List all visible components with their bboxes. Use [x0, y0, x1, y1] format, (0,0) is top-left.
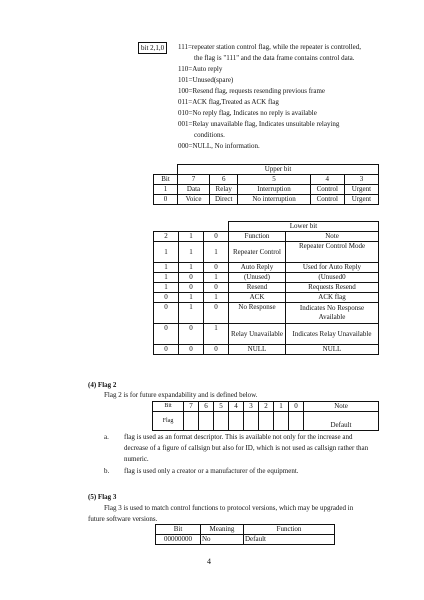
- table-cell: Voice: [178, 195, 210, 205]
- table-cell: Note: [304, 402, 379, 412]
- desc-line: the flag is "111" and the data frame contains control data.: [194, 54, 355, 62]
- table-cell: Default: [244, 535, 335, 545]
- text-line: decrease of a figure of callsign but also for ID, which is not used as callsign rather than: [124, 444, 369, 452]
- table-cell: Repeater Control: [229, 242, 286, 263]
- table-row: [154, 263, 379, 273]
- flag2-b-marker: b.: [104, 467, 110, 475]
- table-cell: 1: [179, 232, 204, 242]
- table-row: [156, 535, 335, 545]
- table-cell: 7: [178, 175, 210, 185]
- table-cell: No Response: [229, 303, 286, 324]
- flag2-a-marker: a.: [104, 433, 109, 441]
- lower-bit-table: [153, 221, 379, 355]
- table-cell: Urgent: [344, 185, 378, 195]
- table-row: [156, 525, 335, 535]
- text-line: Flag 3 is used to match control functions to protocol versions, which may be upgraded in: [104, 504, 354, 512]
- table-cell: Bit: [153, 402, 184, 412]
- table-cell: 1: [274, 402, 289, 412]
- table-cell: 0: [179, 324, 204, 345]
- desc-line: 110=Auto reply: [178, 65, 223, 73]
- table-cell: 00000000: [156, 535, 201, 545]
- bit-label: bit 2,1,0: [141, 44, 165, 52]
- table-cell: Control: [310, 185, 344, 195]
- page-number: 4: [207, 557, 211, 566]
- table-cell: Indicates No Response Available: [286, 303, 379, 324]
- table-cell: Data: [178, 185, 210, 195]
- table-cell: Used for Auto Reply: [286, 263, 379, 273]
- table-cell: 0: [204, 263, 229, 273]
- table-cell: 6: [199, 402, 214, 412]
- table-cell: Relay Unavailable: [229, 324, 286, 345]
- table-row: [154, 175, 379, 185]
- desc-line: 000=NULL, No information.: [178, 142, 260, 150]
- table-cell: Indicates Relay Unavailable: [286, 324, 379, 345]
- table-cell: 0: [179, 345, 204, 355]
- table-cell: 1: [154, 185, 178, 195]
- table-cell: 0: [154, 345, 179, 355]
- desc-line: 100=Resend flag, requests resending previous frame: [178, 87, 326, 95]
- table-row: [154, 232, 379, 242]
- table-cell: ACK: [229, 293, 286, 303]
- desc-line: 111=repeater station control flag, while the repeater is controlled,: [178, 43, 362, 51]
- flag2-intro: Flag 2 is for future expandability and is defined below.: [104, 391, 258, 399]
- table-row: [154, 195, 379, 205]
- table-cell: Control: [310, 195, 344, 205]
- table-cell: No interruption: [238, 195, 310, 205]
- table-cell: 1: [179, 242, 204, 263]
- table-cell: 1: [154, 283, 179, 293]
- desc-line: 011=ACK flag,Treated as ACK flag: [178, 98, 279, 106]
- table-cell: 1: [154, 263, 179, 273]
- table-cell: 6: [210, 175, 238, 185]
- table-cell: 0: [179, 283, 204, 293]
- table-cell: 0: [204, 232, 229, 242]
- table-cell: 2: [154, 232, 179, 242]
- table-cell: 1: [204, 242, 229, 263]
- table-cell: 7: [184, 402, 199, 412]
- table-cell: 4: [310, 175, 344, 185]
- table-cell: 5: [214, 402, 229, 412]
- table-cell: 5: [238, 175, 310, 185]
- table-cell: ACK flag: [286, 293, 379, 303]
- flag2-a-text: [124, 432, 414, 465]
- table-cell: Resend: [229, 283, 286, 293]
- table-cell: 2: [259, 402, 274, 412]
- table-cell: No: [201, 535, 244, 545]
- table-row: [153, 402, 379, 412]
- table-row: [154, 242, 379, 263]
- table-cell: Interruption: [238, 185, 310, 195]
- table-cell: 1: [179, 303, 204, 324]
- table-cell: 1: [204, 273, 229, 283]
- table-cell: Bit: [156, 525, 201, 535]
- table-cell: Bit: [154, 175, 178, 185]
- table-row: [154, 293, 379, 303]
- table-cell: 0: [289, 402, 304, 412]
- table-cell: 0: [154, 293, 179, 303]
- table-cell: 0: [154, 195, 178, 205]
- table-row: [154, 345, 379, 355]
- flag2-b-text: flag is used only a creator or a manufacturer of the equipment.: [124, 467, 299, 475]
- table-row: [154, 185, 379, 195]
- upper-title: Upper bit: [178, 165, 379, 175]
- table-cell: 0: [204, 345, 229, 355]
- desc-line: 010=No reply flag, Indicates no reply is available: [178, 109, 317, 117]
- table-cell: NULL: [286, 345, 379, 355]
- table-cell: 1: [204, 293, 229, 303]
- flag2-heading: (4) Flag 2: [88, 381, 117, 389]
- table-cell: Function: [229, 232, 286, 242]
- desc-line: 001=Relay unavailable flag, Indicates unsuitable relaying: [178, 120, 340, 128]
- table-cell: 1: [154, 273, 179, 283]
- table-cell: 0: [179, 273, 204, 283]
- flag3-heading: (5) Flag 3: [88, 493, 117, 501]
- table-row: [154, 303, 379, 324]
- text-line: numeric.: [124, 455, 149, 463]
- upper-bit-table: [153, 164, 379, 205]
- table-cell: 1: [154, 242, 179, 263]
- table-cell: Auto Reply: [229, 263, 286, 273]
- desc-line: conditions.: [194, 131, 225, 139]
- text-line: flag is used as an format descriptor. This is available not only for the increase and: [124, 433, 353, 441]
- table-cell: (Unused0: [286, 273, 379, 283]
- table-cell: Function: [244, 525, 335, 535]
- table-cell: Relay: [210, 185, 238, 195]
- table-cell: NULL: [229, 345, 286, 355]
- table-row: [154, 283, 379, 293]
- text-line: future software versions.: [88, 515, 158, 523]
- table-cell: 0: [204, 283, 229, 293]
- desc-line: 101=Unused(spare): [178, 76, 234, 84]
- table-cell: 3: [244, 402, 259, 412]
- bit-label-box: [138, 42, 167, 54]
- table-cell: 3: [344, 175, 378, 185]
- table-cell: 1: [204, 324, 229, 345]
- table-cell: Direct: [210, 195, 238, 205]
- table-cell: Default: [304, 412, 379, 431]
- table-cell: (Unused): [229, 273, 286, 283]
- table-cell: 1: [179, 263, 204, 273]
- table-cell: Flag: [153, 412, 184, 431]
- table-row: [154, 273, 379, 283]
- bit-description: [178, 42, 418, 152]
- flag3-table: [155, 524, 335, 545]
- table-cell: Meaning: [201, 525, 244, 535]
- table-row: [153, 412, 379, 431]
- table-cell: 1: [179, 293, 204, 303]
- table-cell: Urgent: [344, 195, 378, 205]
- flag3-desc: [88, 503, 404, 525]
- table-cell: Note: [286, 232, 379, 242]
- table-cell: 0: [204, 303, 229, 324]
- table-row: [154, 324, 379, 345]
- table-cell: Requests Resend: [286, 283, 379, 293]
- table-cell: 0: [154, 303, 179, 324]
- lower-title: Lower bit: [229, 222, 379, 232]
- flag2-table: [152, 401, 379, 431]
- table-cell: 0: [154, 324, 179, 345]
- table-cell: Repeater Control Mode: [286, 242, 379, 263]
- table-cell: 4: [229, 402, 244, 412]
